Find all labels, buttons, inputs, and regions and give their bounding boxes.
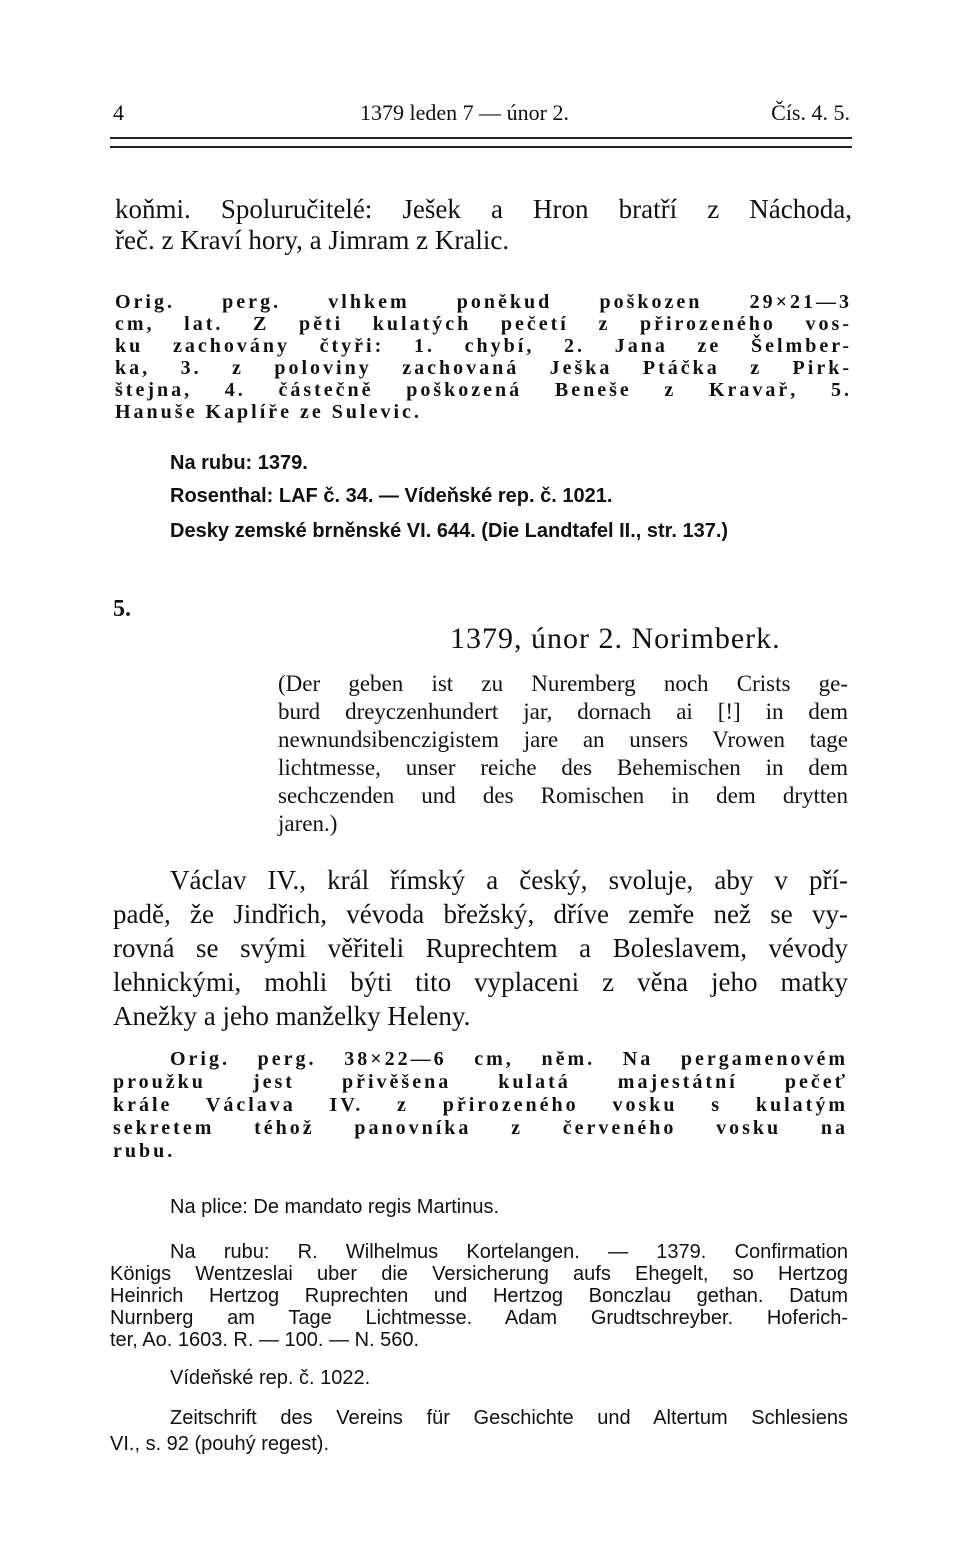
dating-line: lichtmesse, unser reiche des Behemischen in dem <box>278 755 848 780</box>
header-rule-bottom <box>110 146 852 148</box>
doc5-vienna-rep: Vídeňské rep. č. 1022. <box>170 1367 371 1389</box>
note-line: Hanuše Kaplíře ze Sulevic. <box>115 401 422 423</box>
verso-line: Heinrich Hertzog Ruprechten und Hertzog Bonczlau gethan. Datum <box>110 1285 848 1307</box>
note-line: proužku jest přivěšena kulatá majestátní pečeť <box>113 1071 848 1093</box>
zeitschrift-line: VI., s. 92 (pouhý regest). <box>110 1433 329 1455</box>
doc4-text <box>115 194 852 256</box>
note-line: sekretem téhož panovníka z červeného vosku na <box>113 1117 848 1139</box>
doc4-verso: Na rubu: 1379. <box>170 452 308 474</box>
doc5-number: 5. <box>113 596 131 622</box>
dating-line: jaren.) <box>278 811 338 836</box>
verso-line: Na rubu: R. Wilhelmus Kortelangen. — 1379. Confirmation <box>170 1241 848 1263</box>
dating-line: sechczenden und des Romischen in dem drytten <box>278 783 848 808</box>
regest-line: padě, že Jindřich, vévoda břežský, dříve zemře než se vy- <box>113 899 848 929</box>
running-header <box>110 100 850 130</box>
doc5-date-place: 1379, únor 2. Norimberk. <box>450 622 781 655</box>
note-line: krále Václava IV. z přirozeného vosku s kulatým <box>113 1094 848 1116</box>
doc5-plica: Na plice: De mandato regis Martinus. <box>170 1196 500 1218</box>
regest-line: lehnickými, mohli býti tito vyplaceni z věna jeho matky <box>113 967 848 997</box>
regest-line: Anežky a jeho manželky Heleny. <box>113 1001 471 1031</box>
doc5-description <box>113 1048 848 1163</box>
doc5-zeitschrift <box>110 1405 848 1457</box>
note-line: cm, lat. Z pěti kulatých pečetí z přirozeného vos- <box>115 313 852 335</box>
doc5-verso <box>110 1241 848 1351</box>
header-rule-top <box>110 137 852 139</box>
doc5-dating-clause <box>278 670 848 838</box>
verso-line: ter, Ao. 1603. R. — 100. — N. 560. <box>110 1329 420 1351</box>
header-doc-numbers: Čís. 4. 5. <box>771 100 850 125</box>
note-line: ka, 3. z poloviny zachovaná Ješka Ptáčka z Pirk- <box>115 357 852 379</box>
dating-line: newnundsibenczigistem jare an unsers Vrowen tage <box>278 727 848 752</box>
verso-line: Königs Wentzeslai uber die Versicherung aufs Ehegelt, so Hertzog <box>110 1263 848 1285</box>
regest-line: Václav IV., král římský a český, svoluje, aby v pří- <box>170 865 848 895</box>
doc5-regest <box>113 863 848 1033</box>
note-line: Orig. perg. 38×22—6 cm, něm. Na pergamenovém <box>170 1048 848 1070</box>
note-line: ku zachovány čtyři: 1. chybí, 2. Jana ze Šelmber- <box>115 335 852 357</box>
header-title: 1379 leden 7 — únor 2. <box>360 100 569 125</box>
dating-line: burd dreyczenhundert jar, dornach ai [!] in dem <box>278 699 848 724</box>
zeitschrift-line: Zeitschrift des Vereins für Geschichte und Altertum Schlesiens <box>170 1407 848 1429</box>
note-line: štejna, 4. částečně poškozená Beneše z Kravař, 5. <box>115 379 852 401</box>
note-line: Orig. perg. vlhkem poněkud poškozen 29×21—3 <box>115 291 852 313</box>
note-line: rubu. <box>113 1140 176 1162</box>
page-number: 4 <box>113 100 124 125</box>
text-line: koňmi. Spoluručitelé: Ješek a Hron bratří z Náchoda, <box>115 194 852 224</box>
regest-line: rovná se svými věřiteli Ruprechtem a Boleslavem, vévody <box>113 933 848 963</box>
text-line: řeč. z Kraví hory, a Jimram z Kralic. <box>115 225 510 255</box>
dating-line: (Der geben ist zu Nuremberg noch Crists ge- <box>278 671 848 696</box>
doc4-description <box>115 291 852 423</box>
doc4-rosenthal: Rosenthal: LAF č. 34. — Vídeňské rep. č. 1021. <box>170 485 613 507</box>
doc4-desky: Desky zemské brněnské VI. 644. (Die Landtafel II., str. 137.) <box>170 520 729 542</box>
verso-line: Nurnberg am Tage Lichtmesse. Adam Grudtschreyber. Hoferich- <box>110 1307 848 1329</box>
